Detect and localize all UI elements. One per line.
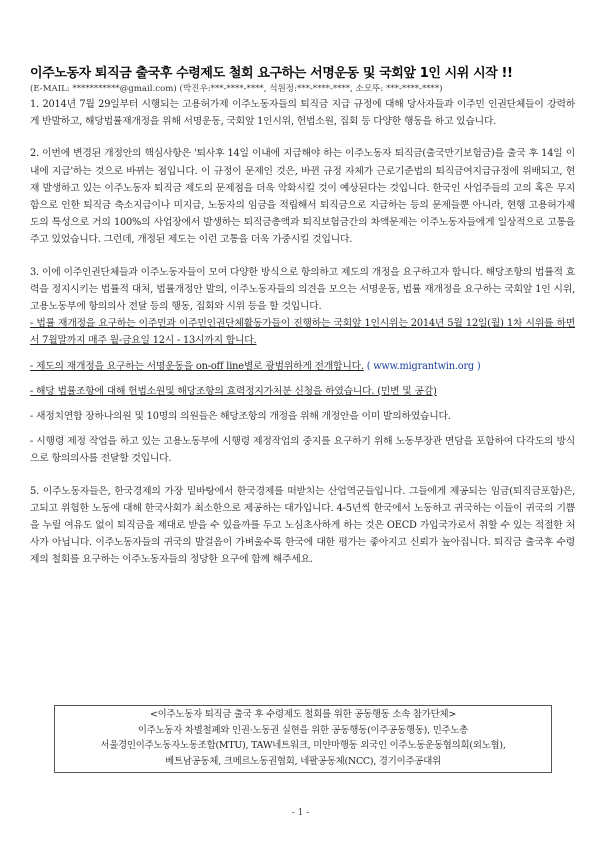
document-title: 이주노동자 퇴직금 출국후 수령제도 철회 요구하는 서명운동 및 국회앞 1인 시위 시작 !! (30, 66, 513, 81)
paragraph-5: 5. 이주노동자들은, 한국경제의 가장 밑바탕에서 한국경제를 떠받치는 산업역군들입니다. 그들에게 제공되는 임금(퇴직금포함)은, 고되고 위험한 노동에 대해 한국사회가 최소한으로 제공하는 대가입니다. 4-5년씩 한국에서 노동하고 귀국하는 이들이 귀국의 기쁨을 누릴 여유도 없이 퇴직금을 제대로 받을 수 있을까를 두고 노심초사하게 하는 것은 OECD 가입국가로서 취할 수 있는 적절한 처사가 아닙니다. 이주노동자들의 귀국의 발걸음이 가벼울수록 한국에 대한 평가는 좋아지고 신뢰가 높아집니다. 퇴직금 출국후 수령제의 철회를 요구하는 이주노동자들의 정당한 요구에 함께 해주세요. (30, 485, 575, 566)
website-link[interactable]: ( www.migrantwin.org ) (366, 360, 481, 372)
participants-line-1: 이주노동자 차별철폐와 인권·노동권 실현을 위한 공동행동(이주공동행동), 민주노총 (137, 724, 469, 736)
contact-line: (E-MAIL: ***********@gmail.com) (박진우:***-****-****, 석원정:***-****-****, 소모뚜: ***-****-****) (30, 84, 443, 94)
paragraph-2: 2. 이번에 변경된 개정안의 핵심사항은 '퇴사후 14일 이내에 지급해야 하는 이주노동자 퇴직금(출국만기보험금)을 출국 후 14일 이내에 지급'하는 것으로 바뀌는 점입니다. 이 규정이 문제인 것은, 바뀐 규정 자체가 근로기준법의 퇴직금여지급규정에 위배되고, 현재 발생하고 있는 이주노동자 퇴직금 제도의 문제점을 더욱 악화시킬 것이 예상된다는 것입니다. 한국인 사업주들의 고의 혹은 무지함으로 인한 퇴직금 축소지급이나 미지급, 노동자의 임금을 적립해서 퇴직금으로 지급하는 등의 문제들뿐 아니라, 현행 고용허가제도의 특성으로 거의 100%의 사업장에서 발생하는 퇴직금총액과 퇴직보험금간의 차액문제는 이주노동자들에게 일상적으로 고통을 주고 있었습니다. 그런데, 개정된 제도는 이런 고통을 더욱 가중시킬 것입니다. (30, 148, 575, 246)
petition-text: - 제도의 재개정을 요구하는 서명운동을 on-off line별로 광범위하게 전개합니다. (30, 360, 364, 372)
document-body (30, 96, 575, 569)
paragraph-3-bullet-ministry: - 시행령 제정 작업을 하고 있는 고용노동부에 시행령 제정작업의 중지를 요구하기 위해 노동부장관 면담을 포함하여 다각도의 방식으로 항의의사를 전달할 것입니다. (30, 436, 575, 465)
paragraph-3: 3. 이에 이주인권단체들과 이주노동자들이 모여 다양한 방식으로 항의하고 제도의 개정을 요구하고자 합니다. 해당조항의 법률적 효력을 정지시키는 법률적 대처, 법률개정안 발의, 이주노동자들의 의견을 모으는 서명운동, 법률 재개정을 요구하는 국회앞 1인 시위, 고용노동부에 항의의사 전달 등의 행동, 집회와 시위 등을 할 것입니다. (30, 266, 575, 313)
participants-heading: <이주노동자 퇴직금 출국 후 수령제도 철회를 위한 공동행동 소속 참가단체> (149, 709, 457, 720)
paragraph-3-bullet-petition (30, 358, 575, 375)
paragraph-3-bullet-bill: - 새정치연합 장하나의원 및 10명의 의원들은 해당조항의 개정을 위해 개정안을 이미 발의하였습니다. (30, 411, 451, 423)
page-number: - 1 - (291, 808, 310, 818)
paragraph-3-bullet-protest: - 법률 재개정을 요구하는 이주민과 이주민인권단체활동가들이 진행하는 국회앞 1인시위는 2014년 5월 12일(월) 1차 시위를 하면서 7월말까지 매주 월-금요일 12시 - 13시까지 합니다. (30, 318, 575, 347)
participants-line-2: 서울경인이주노동자노동조합(MTU), TAW네트워크, 미얀마행동 외국인 이주노동운동협의회(외노협), (100, 740, 506, 752)
participants-line-3: 베트남공동체, 크메르노동권협회, 네팔공동체(NCC), 경기이주공대위 (165, 755, 441, 767)
paragraph-1: 1. 2014년 7월 29일부터 시행되는 고용허가제 이주노동자들의 퇴직금 지급 규정에 대해 당사자들과 이주민 인권단체들이 강력하게 반발하고, 해당법률재개정을 위해 서명운동, 국회앞 1인시위, 헌법소원, 집회 등 다양한 행동을 하고 있습니다. (30, 99, 575, 128)
paragraph-3-bullet-constitutional: - 해당 법률조항에 대해 헌법소원및 해당조항의 효력정지가처분 신청을 하였습니다. (민변 및 공감) (30, 385, 437, 397)
participants-box (54, 705, 552, 773)
